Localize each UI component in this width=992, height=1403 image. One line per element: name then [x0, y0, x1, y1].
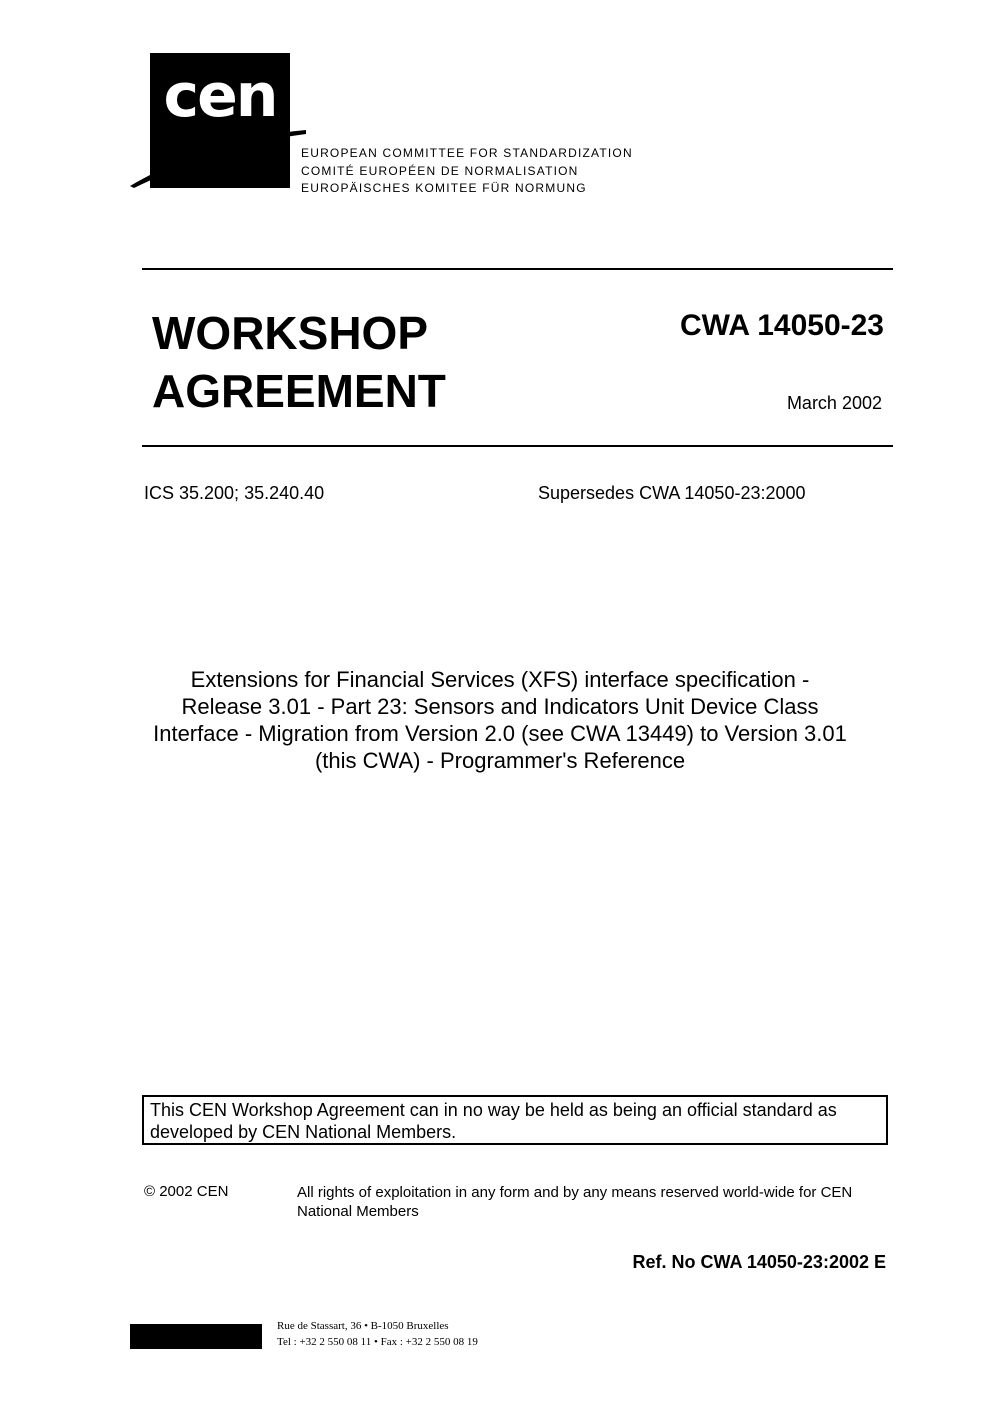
- title-line: (this CWA) - Programmer's Reference: [314, 748, 686, 773]
- document-title: [100, 666, 900, 774]
- footer-phone: Tel : +32 2 550 08 11 • Fax : +32 2 550 08 19: [277, 1336, 478, 1348]
- supersedes: Supersedes CWA 14050-23:2000: [538, 483, 806, 503]
- org-name-fr: COMITÉ EUROPÉEN DE NORMALISATION: [301, 164, 579, 178]
- disclaimer-box: This CEN Workshop Agreement can in no way be held as being an official standard as developed by CEN National Members.: [142, 1095, 888, 1145]
- footer-bar: [130, 1324, 262, 1349]
- footer-address: Rue de Stassart, 36 • B-1050 Bruxelles: [277, 1320, 449, 1332]
- ics-code: ICS 35.200; 35.240.40: [144, 483, 325, 503]
- copyright: © 2002 CEN: [144, 1183, 229, 1200]
- doc-date: March 2002: [786, 393, 882, 413]
- org-name-de: EUROPÄISCHES KOMITEE FÜR NORMUNG: [301, 181, 587, 195]
- title-agreement: AGREEMENT: [152, 365, 446, 417]
- title-line: Release 3.01 - Part 23: Sensors and Indicators Unit Device Class: [181, 694, 819, 719]
- cen-logo-text: cen: [163, 61, 277, 131]
- org-name-en: EUROPEAN COMMITTEE FOR STANDARDIZATION: [301, 146, 633, 160]
- reference-number: Ref. No CWA 14050-23:2002 E: [632, 1252, 886, 1272]
- header-rule-top: [142, 268, 893, 270]
- logo-swoosh-icon: [128, 118, 318, 190]
- title-workshop: WORKSHOP: [152, 307, 428, 359]
- title-line: Extensions for Financial Services (XFS) interface specification -: [190, 667, 810, 692]
- rights-statement: All rights of exploitation in any form and by any means reserved world-wide for CEN National Members: [297, 1184, 853, 1220]
- header-rule-bottom: [142, 445, 893, 447]
- doc-number: CWA 14050-23: [680, 309, 884, 342]
- title-line: Interface - Migration from Version 2.0 (see CWA 13449) to Version 3.01: [153, 721, 847, 746]
